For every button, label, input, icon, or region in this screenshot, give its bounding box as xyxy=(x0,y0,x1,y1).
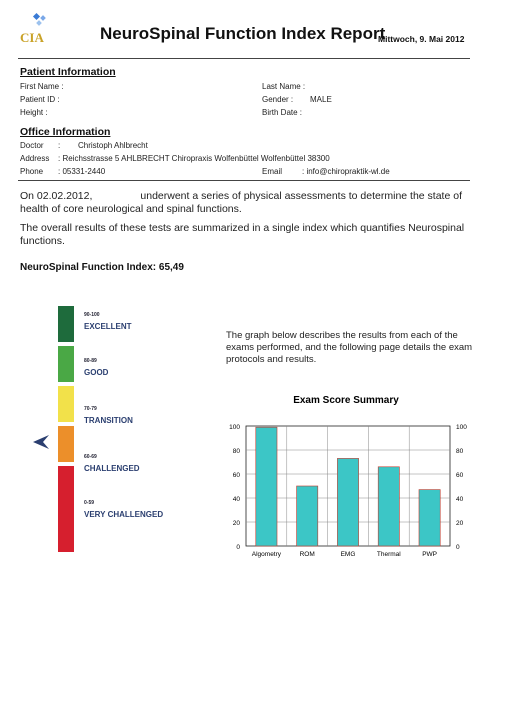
phone-value: : 05331-2440 xyxy=(58,167,106,176)
scale-label-transition: TRANSITION xyxy=(84,416,133,425)
gender-label: Gender : xyxy=(262,95,294,104)
address-label: Address xyxy=(20,154,50,163)
scale-band-good xyxy=(58,346,74,382)
chart-ytick-left: 0 xyxy=(236,544,240,551)
scale-label-very-challenged: VERY CHALLENGED xyxy=(84,510,164,519)
assessment-date: On 02.02.2012, xyxy=(20,190,93,202)
chart-xtick-label: EMG xyxy=(340,551,356,558)
scale-label-challenged: CHALLENGED xyxy=(84,464,140,473)
address-value: : Reichsstrasse 5 AHLBRECHT Chiropraxis Wolfenbüttel Wolfenbüttel 38300 xyxy=(58,154,330,163)
chart-ytick-right: 80 xyxy=(456,448,464,455)
report-date: Mittwoch, 9. Mai 2012 xyxy=(378,34,465,44)
chart-xtick-label: Algometry xyxy=(251,551,282,558)
chart-bar xyxy=(297,486,318,546)
scale-band-challenged xyxy=(58,426,74,462)
function-index: NeuroSpinal Function Index: 65,49 xyxy=(20,262,184,273)
chart-ytick-left: 40 xyxy=(232,496,240,503)
scale-label-good: GOOD xyxy=(84,368,109,377)
chart-xtick-label: ROM xyxy=(299,551,315,558)
doctor-value: Christoph Ahlbrecht xyxy=(78,141,148,150)
scale-range-very-challenged: 0-59 xyxy=(84,500,95,506)
chart-title: Exam Score Summary xyxy=(293,395,399,406)
logo-text: CIA xyxy=(20,30,44,45)
chart-ytick-right: 40 xyxy=(456,496,464,503)
summary-paragraph-1 xyxy=(20,190,480,216)
height-label: Height : xyxy=(20,108,48,117)
scale-label-excellent: EXCELLENT xyxy=(84,322,132,331)
last-name-label: Last Name : xyxy=(262,82,306,91)
exam-score-chart xyxy=(210,392,480,564)
chart-bar xyxy=(256,427,277,546)
patient-section-title: Patient Information xyxy=(20,66,116,78)
birth-date-label: Birth Date : xyxy=(262,108,303,117)
chart-xtick-label: PWP xyxy=(422,551,438,558)
chart-description: The graph below describes the results from each of the exams performed, and the following page details the exam protocols and results. xyxy=(226,330,473,365)
chart-bar xyxy=(378,467,399,546)
scale-range-transition: 70-79 xyxy=(84,406,97,412)
scale-band-very-challenged xyxy=(58,466,74,552)
chart-bar xyxy=(419,490,440,546)
scale-band-transition xyxy=(58,386,74,422)
chart-ytick-right: 100 xyxy=(456,424,467,431)
scale-range-excellent: 90-100 xyxy=(84,312,100,318)
email-link[interactable]: : info@chiropraktik-wl.de xyxy=(302,167,390,176)
chart-xtick-label: Thermal xyxy=(376,551,401,558)
summary-paragraph-2: The overall results of these tests are summarized in a single index which quantifies Neurospinal functions. xyxy=(20,222,465,247)
chart-ytick-right: 60 xyxy=(456,472,464,479)
office-section-title: Office Information xyxy=(20,126,111,138)
office-divider xyxy=(18,180,470,181)
gender-value: MALE xyxy=(310,95,332,104)
index-pointer-arrow-icon xyxy=(32,434,50,450)
chart-ytick-right: 0 xyxy=(456,544,460,551)
chart-ytick-left: 20 xyxy=(232,520,240,527)
doctor-colon: : xyxy=(58,141,61,150)
doctor-label: Doctor xyxy=(20,141,44,150)
chart-ytick-left: 80 xyxy=(232,448,240,455)
scale-range-challenged: 60-69 xyxy=(84,454,97,460)
scale-range-good: 80-89 xyxy=(84,358,97,364)
phone-label: Phone xyxy=(20,167,44,176)
email-value xyxy=(302,167,390,176)
patient-id-label: Patient ID : xyxy=(20,95,60,104)
page-title: NeuroSpinal Function Index Report xyxy=(100,24,386,43)
assessment-sentence: underwent a series of physical assessments to determine the state of health of core neurological and spinal functions. xyxy=(20,190,462,215)
chart-ytick-left: 60 xyxy=(232,472,240,479)
chart-bar xyxy=(337,458,358,546)
first-name-label: First Name : xyxy=(20,82,64,91)
chart-ytick-left: 100 xyxy=(229,424,240,431)
email-label: Email xyxy=(262,167,283,176)
header-divider xyxy=(18,58,470,59)
chart-ytick-right: 20 xyxy=(456,520,464,527)
scale-band-excellent xyxy=(58,306,74,342)
